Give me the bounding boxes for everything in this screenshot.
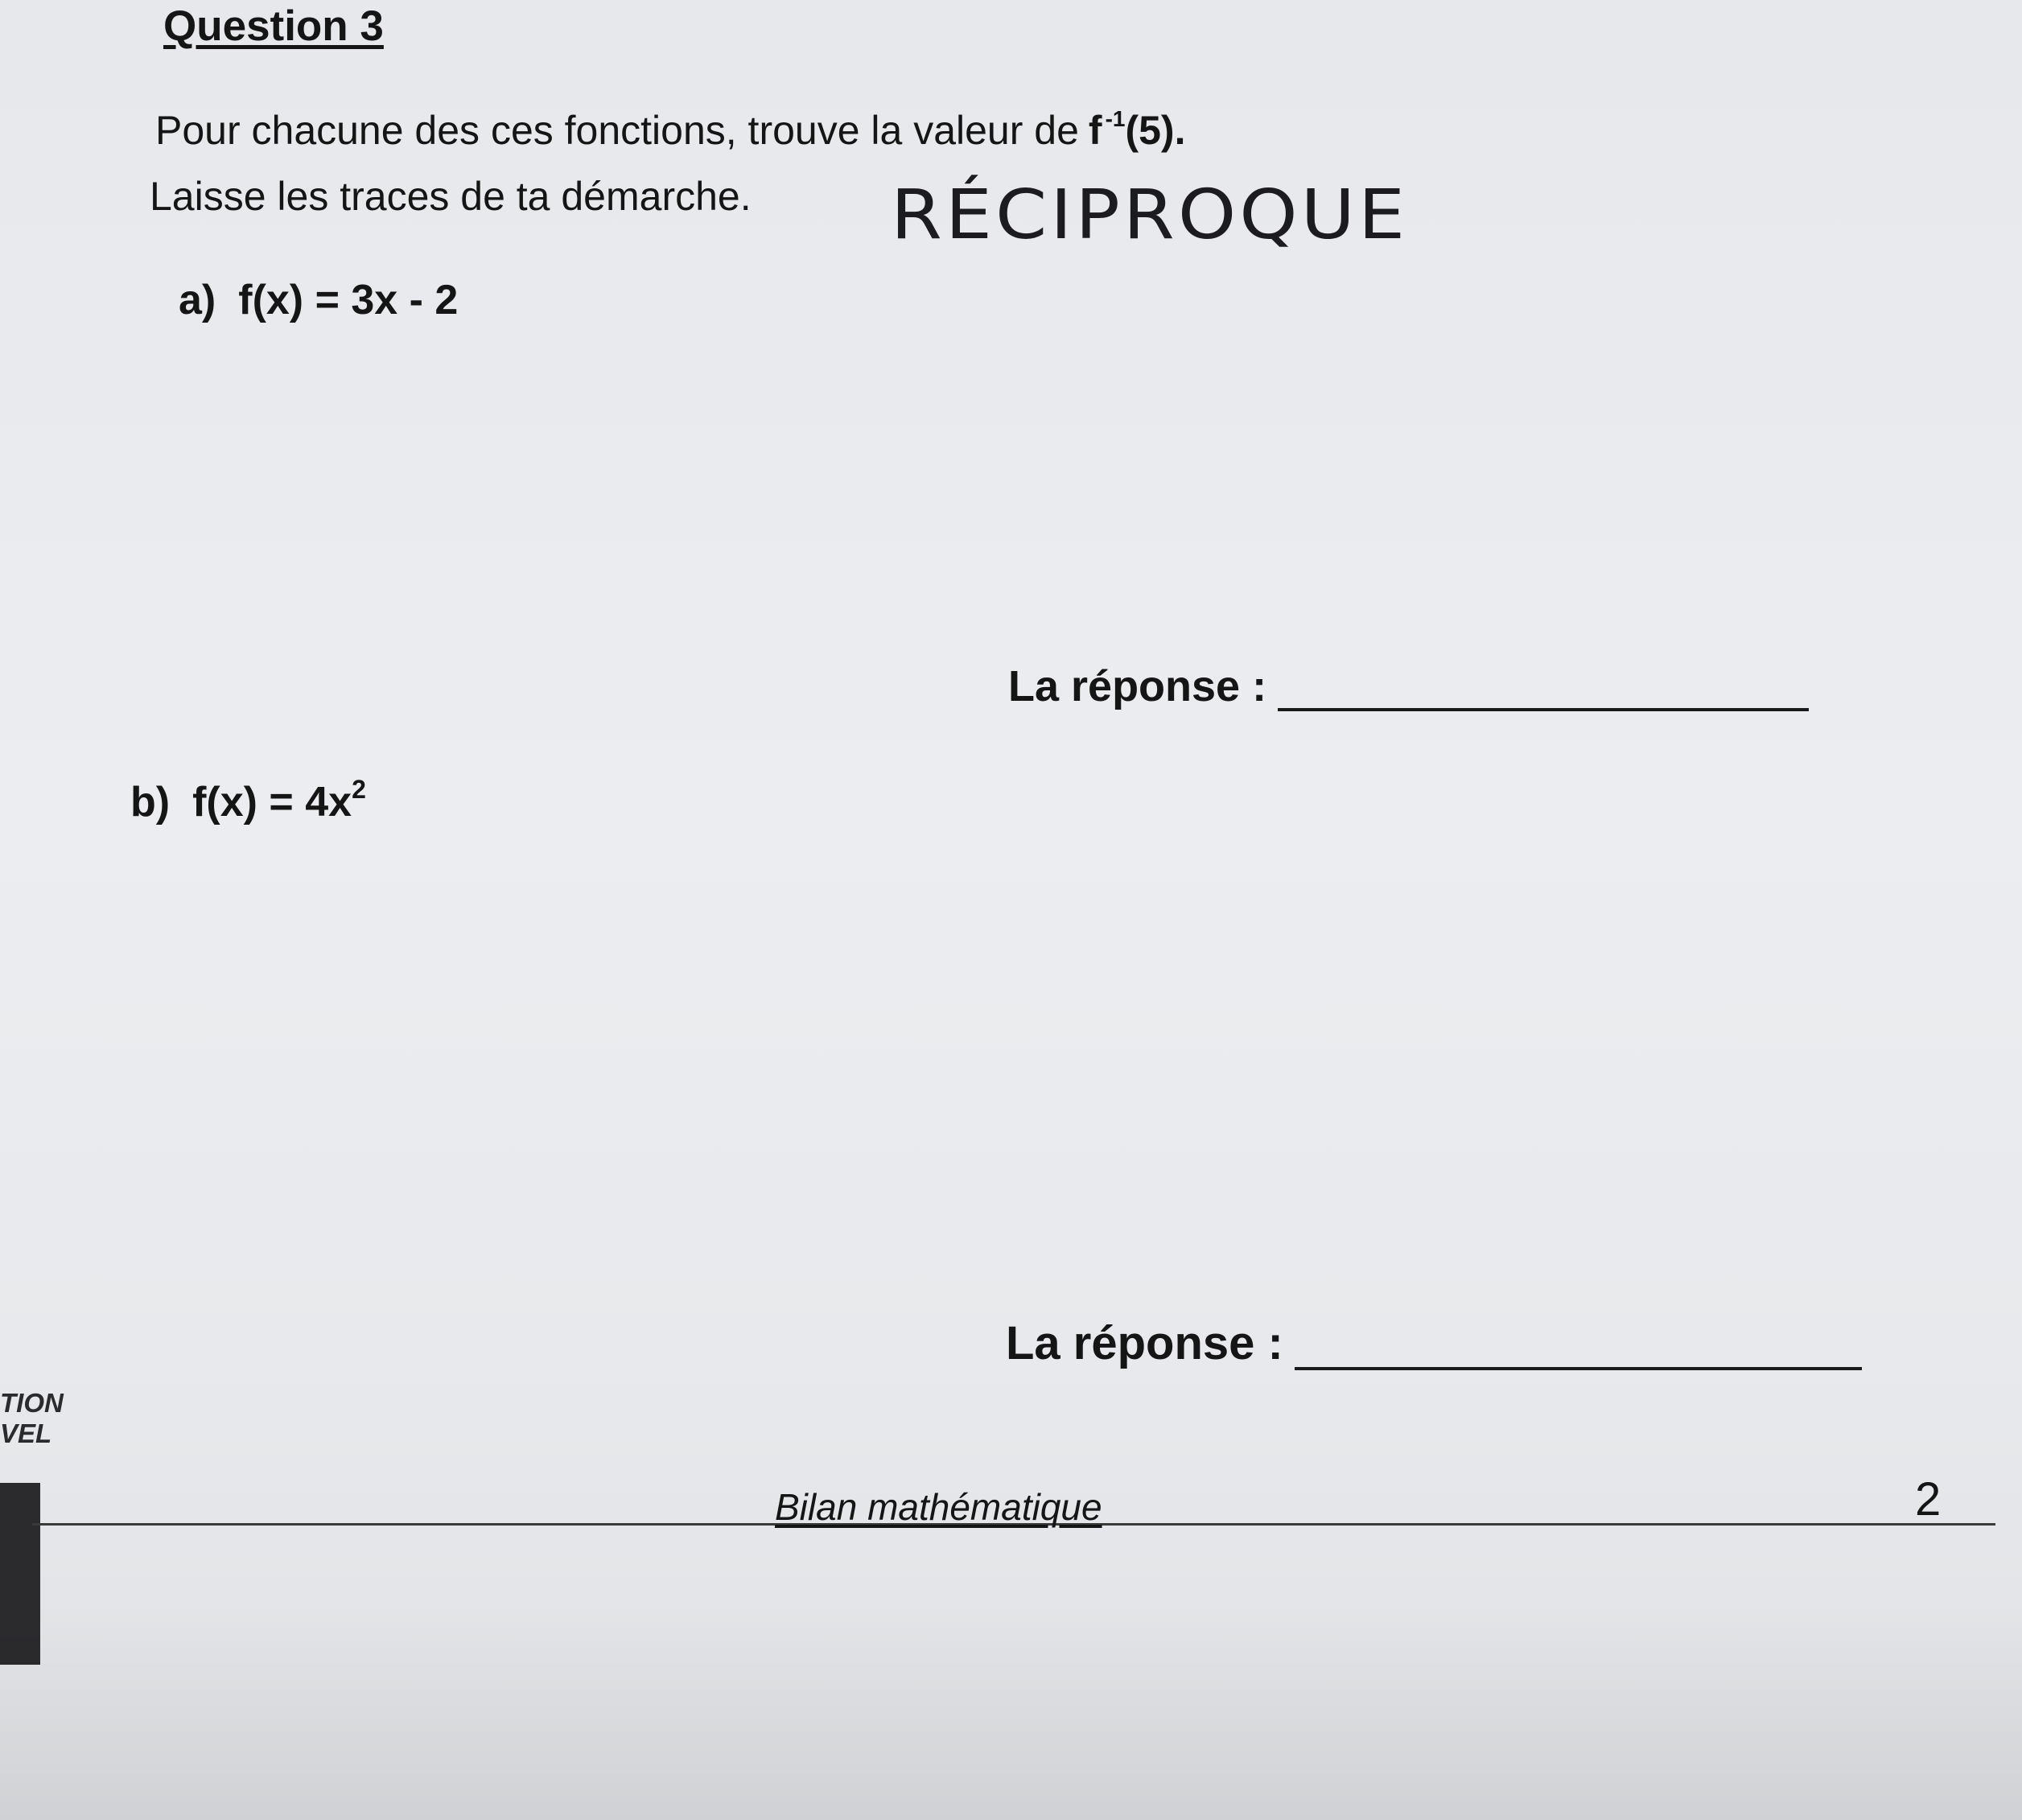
answer-a — [1008, 661, 1809, 711]
side-tab-text: TION VEL — [0, 1388, 64, 1448]
question-title: Question 3 — [163, 2, 384, 50]
item-a — [179, 276, 458, 324]
item-b — [130, 775, 366, 826]
item-exponent: 2 — [352, 775, 366, 804]
answer-label: La réponse : — [1008, 662, 1267, 710]
bottom-shadow — [0, 1601, 2022, 1820]
answer-blank-b[interactable] — [1295, 1330, 1862, 1370]
answer-b — [1006, 1316, 1862, 1370]
inverse-function-notation — [1089, 108, 1186, 153]
item-function: f(x) = 4x — [192, 779, 352, 826]
instruction-line-1 — [155, 106, 1185, 154]
inverse-exponent: -1 — [1105, 106, 1126, 131]
item-label: b) — [130, 779, 171, 826]
handwritten-note: RÉCIPROQUE — [891, 175, 1409, 255]
instruction-text: Pour chacune des ces fonctions, trouve la valeur de — [155, 108, 1079, 153]
answer-label: La réponse : — [1006, 1317, 1283, 1369]
footer-title: Bilan mathématique — [775, 1486, 1102, 1528]
item-function: f(x) = 3x - 2 — [238, 277, 459, 323]
answer-blank-a[interactable] — [1278, 671, 1809, 711]
page-number: 2 — [1915, 1473, 1942, 1526]
instruction-line-2: Laisse les traces de ta démarche. — [150, 174, 752, 219]
inverse-argument: (5). — [1125, 108, 1186, 153]
item-label: a) — [179, 277, 216, 323]
inverse-base: f — [1088, 108, 1102, 153]
